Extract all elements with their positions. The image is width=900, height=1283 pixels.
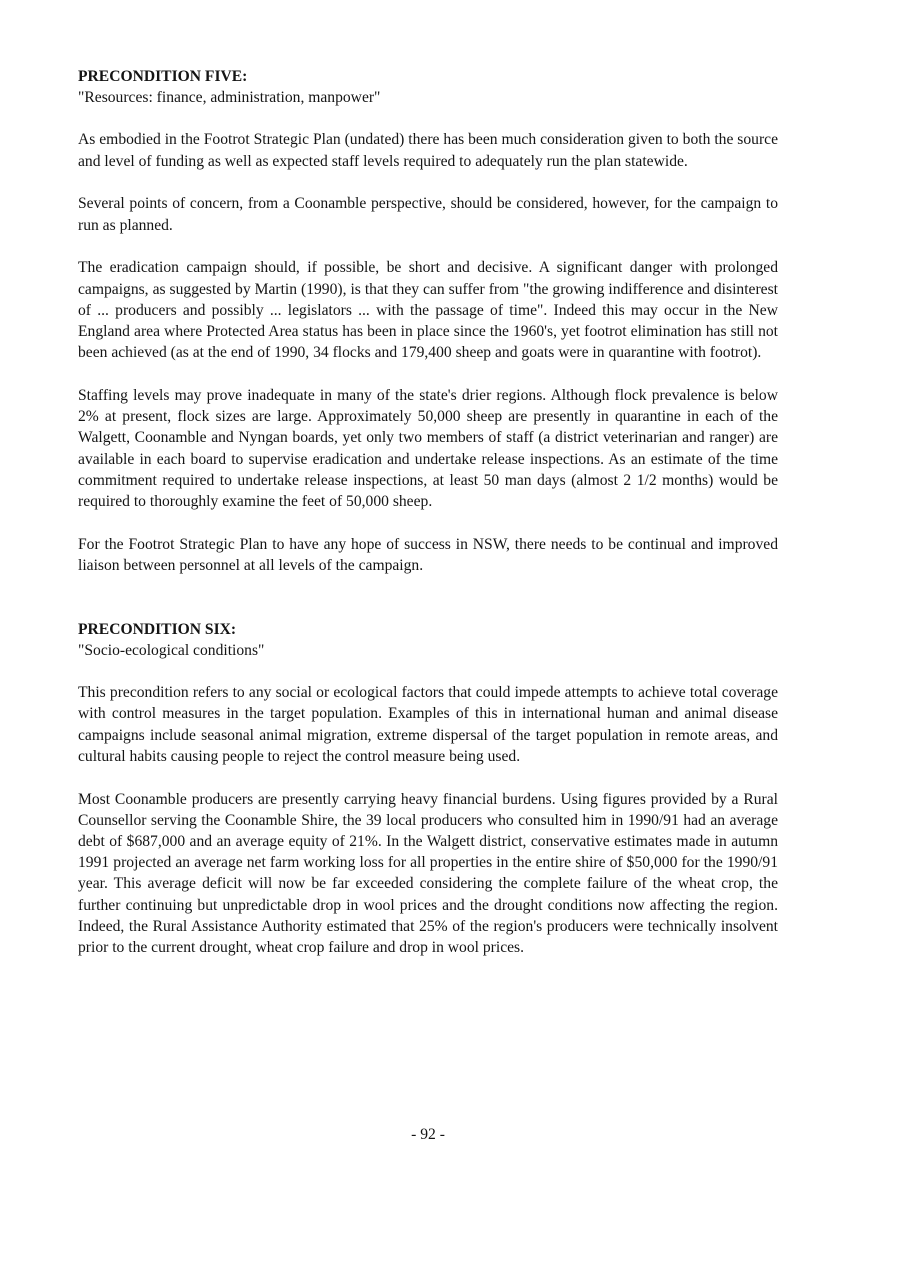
document-page bbox=[78, 66, 778, 1143]
precondition-five-heading: PRECONDITION FIVE: bbox=[78, 68, 248, 85]
paragraph: As embodied in the Footrot Strategic Plan (undated) there has been much consideration given to both the source and level of funding as well as expected staff levels required to adequately run the plan statewide. bbox=[78, 131, 778, 170]
section-spacer bbox=[78, 598, 778, 619]
precondition-five-subtitle: "Resources: finance, administration, manpower" bbox=[78, 89, 381, 107]
page-number: - 92 - bbox=[411, 1126, 445, 1143]
paragraph: Staffing levels may prove inadequate in many of the state's drier regions. Although flock prevalence is below 2% at present, flock sizes are large. Approximately 50,000 sheep are presently in quarantine in each of the Walgett, Coonamble and Nyngan boards, yet only two members of staff (a district veterinarian and ranger) are available in each board to supervise eradication and undertake release inspections. As an estimate of the time commitment required to undertake release inspections, at least 50 man days (almost 2 1/2 months) would be required to thoroughly examine the feet of 50,000 sheep. bbox=[78, 387, 778, 511]
paragraph: Most Coonamble producers are presently carrying heavy financial burdens. Using figures provided by a Rural Counsellor serving the Coonamble Shire, the 39 local producers who consulted him in 1990/91 had an average debt of $687,000 and an average equity of 21%. In the Walgett district, conservative estimates made in autumn 1991 projected an average net farm working loss for all properties in the entire shire of $50,000 for the 1990/91 year. This average deficit will now be far exceeded considering the complete failure of the wheat crop, the further continuing but unpredictable drop in wool prices and the drought conditions now affecting the region. Indeed, the Rural Assistance Authority estimated that 25% of the region's producers were technically insolvent prior to the current drought, wheat crop failure and drop in wool prices. bbox=[78, 790, 778, 957]
paragraph: This precondition refers to any social or ecological factors that could impede attempts to achieve total coverage with control measures in the target population. Examples of this in international human and animal disease campaigns include seasonal animal migration, extreme dispersal of the target population in remote areas, and cultural habits causing people to reject the control measure being used. bbox=[78, 684, 778, 765]
precondition-six-heading: PRECONDITION SIX: bbox=[78, 620, 237, 638]
precondition-five-section bbox=[78, 66, 778, 576]
precondition-six-subtitle: "Socio-ecological conditions" bbox=[78, 642, 265, 660]
precondition-six-section bbox=[78, 619, 778, 958]
paragraph: Several points of concern, from a Coonamble perspective, should be considered, however, for the campaign to run as planned. bbox=[78, 195, 778, 234]
paragraph: The eradication campaign should, if possible, be short and decisive. A significant danger with prolonged campaigns, as suggested by Martin (1990), is that they can suffer from "the growing indifference and disinterest of ... producers and possibly ... legislators ... with the passage of time". Indeed this may occur in the New England area where Protected Area status has been in place since the 1960's, yet footrot elimination has still not been achieved (as at the end of 1990, 34 flocks and 179,400 sheep and goats were in quarantine with footrot). bbox=[78, 259, 778, 362]
paragraph: For the Footrot Strategic Plan to have any hope of success in NSW, there needs to be continual and improved liaison between personnel at all levels of the campaign. bbox=[78, 535, 778, 575]
